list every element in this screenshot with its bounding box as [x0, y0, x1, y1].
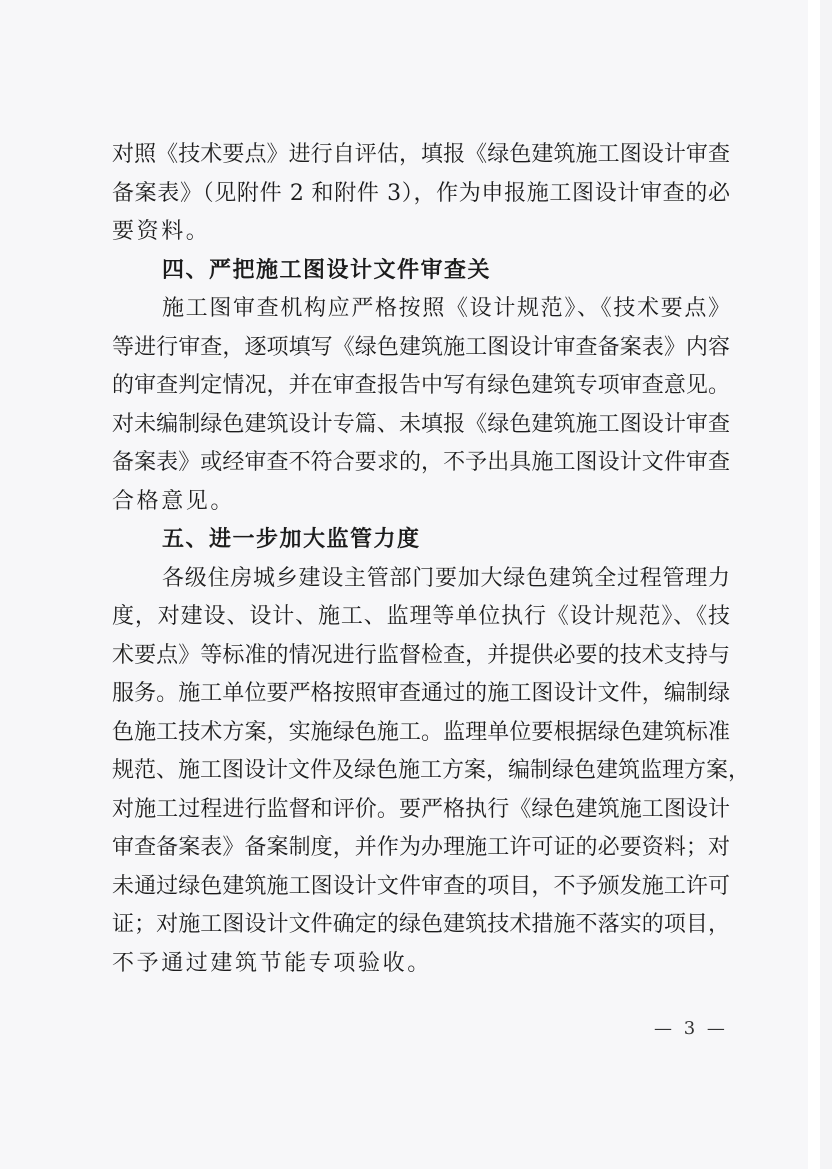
body-line: 术要点》等标准的情况进行监督检查，并提供必要的技术支持与 [112, 642, 730, 668]
body-line: 不予通过建筑节能专项验收。 [112, 950, 432, 976]
body-line: 对未编制绿色建筑设计专篇、未填报《绿色建筑施工图设计审查 [112, 411, 730, 437]
body-line: 合格意见。 [112, 488, 236, 514]
section-heading-4: 四、严把施工图设计文件审查关 [162, 257, 492, 283]
body-line: 色施工技术方案，实施绿色施工。监理单位要根据绿色建筑标准 [112, 719, 730, 745]
body-line: 等进行审查，逐项填写《绿色建筑施工图设计审查备案表》内容 [112, 334, 730, 360]
body-line: 证；对施工图设计文件确定的绿色建筑技术措施不落实的项目， [112, 912, 730, 937]
page-number: — 3 — [654, 1018, 728, 1039]
body-line: 备案表》（见附件 2 和附件 3），作为申报施工图设计审查的必 [112, 180, 730, 206]
body-line: 要资料。 [112, 219, 211, 244]
body-line: 规范、施工图设计文件及绿色施工方案，编制绿色建筑监理方案， [112, 758, 751, 783]
body-line: 度，对建设、设计、施工、监理等单位执行《设计规范》、《技 [112, 604, 730, 629]
body-line: 各级住房城乡建设主管部门要加大绿色建筑全过程管理力 [162, 565, 730, 591]
document-body [112, 136, 751, 983]
body-line: 施工图审查机构应严格按照《设计规范》、《技术要点》 [162, 296, 730, 321]
body-line: 对照《技术要点》进行自评估，填报《绿色建筑施工图设计审查 [112, 142, 730, 167]
body-line: 未通过绿色建筑施工图设计文件审查的项目，不予颁发施工许可 [112, 873, 730, 899]
section-heading-5: 五、进一步加大监管力度 [162, 527, 421, 552]
body-line: 服务。施工单位要严格按照审查通过的施工图设计文件，编制绿 [112, 681, 730, 706]
body-line: 审查备案表》备案制度，并作为办理施工许可证的必要资料；对 [112, 835, 730, 860]
body-line: 对施工过程进行监督和评价。要严格执行《绿色建筑施工图设计 [112, 796, 730, 822]
body-line: 备案表》或经审查不符合要求的，不予出具施工图设计文件审查 [112, 450, 730, 475]
body-line: 的审查判定情况，并在审查报告中写有绿色建筑专项审查意见。 [112, 373, 730, 398]
scan-edge [808, 0, 820, 1169]
